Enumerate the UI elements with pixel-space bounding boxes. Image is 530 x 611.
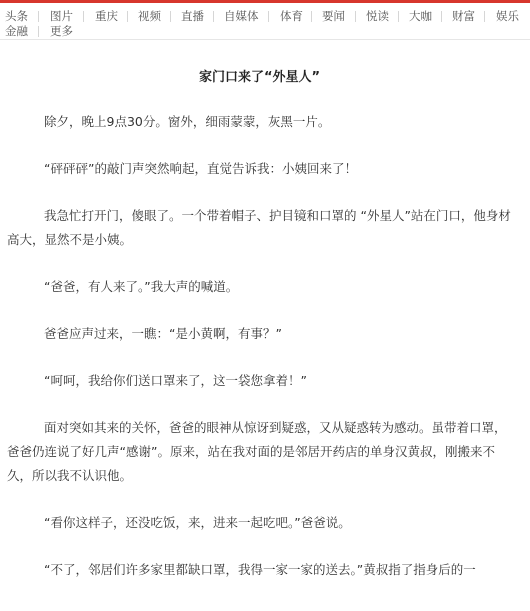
nav-item-entertainment[interactable]: 娱乐 [496, 9, 519, 23]
nav-separator [213, 11, 214, 22]
nav-item-toutiao[interactable]: 头条 [5, 9, 28, 23]
nav-item-pictures[interactable]: 图片 [50, 9, 73, 23]
nav-separator [311, 11, 312, 22]
article-paragraph: “砰砰砰”的敲门声突然响起，直觉告诉我：小姨回来了！ [44, 161, 357, 176]
nav-separator [83, 11, 84, 22]
nav-item-headlines[interactable]: 要闻 [322, 9, 345, 23]
article-paragraph: 除夕，晚上9点30分。窗外，细雨蒙蒙，灰黑一片。 [44, 114, 331, 129]
nav-item-more[interactable]: 更多 [50, 24, 73, 38]
nav-separator [484, 11, 485, 22]
channel-nav [0, 3, 530, 39]
article-paragraph: “呵呵，我给你们送口罩来了，这一袋您拿着！” [44, 373, 307, 388]
nav-item-live[interactable]: 直播 [181, 9, 204, 23]
nav-item-sports[interactable]: 体育 [280, 9, 303, 23]
nav-divider [0, 39, 530, 40]
article-paragraph: “不了，邻居们许多家里都缺口罩，我得一家一家的送去。”黄叔指了指身后的一 [44, 562, 476, 577]
nav-separator [355, 11, 356, 22]
nav-item-video[interactable]: 视频 [138, 9, 161, 23]
article [0, 69, 530, 582]
nav-separator [268, 11, 269, 22]
nav-item-wealth[interactable]: 财富 [452, 9, 475, 23]
nav-item-we-media[interactable]: 自媒体 [224, 9, 259, 23]
article-paragraph: “看你这样子，还没吃饭，来，进来一起吃吧。”爸爸说。 [44, 515, 351, 530]
article-title: 家门口来了“外星人” [198, 70, 321, 85]
nav-item-finance[interactable]: 金融 [5, 24, 28, 38]
nav-item-chongqing[interactable]: 重庆 [95, 9, 118, 23]
article-paragraph: 爸爸应声过来，一瞧：“是小黄啊，有事？” [44, 326, 282, 341]
article-paragraph: 我急忙打开门，傻眼了。一个带着帽子、护目镜和口罩的 “外星人”站在门口，他身材高大，显然不是小姨。 [7, 208, 511, 247]
nav-separator [441, 11, 442, 22]
nav-separator [127, 11, 128, 22]
nav-item-reading[interactable]: 悦读 [366, 9, 389, 23]
nav-item-bigshots[interactable]: 大咖 [409, 9, 432, 23]
article-paragraph: “爸爸，有人来了。”我大声的喊道。 [44, 279, 239, 294]
nav-separator [170, 11, 171, 22]
nav-separator [38, 11, 39, 22]
nav-separator [398, 11, 399, 22]
article-paragraph: 面对突如其来的关怀，爸爸的眼神从惊讶到疑惑，又从疑惑转为感动。虽带着口罩，爸爸仍连说了好几声“感谢”。原来，站在我对面的是邻居开药店的单身汉黄叔，刚搬来不久，所以我不认识他。 [7, 420, 507, 483]
nav-separator [38, 26, 39, 37]
